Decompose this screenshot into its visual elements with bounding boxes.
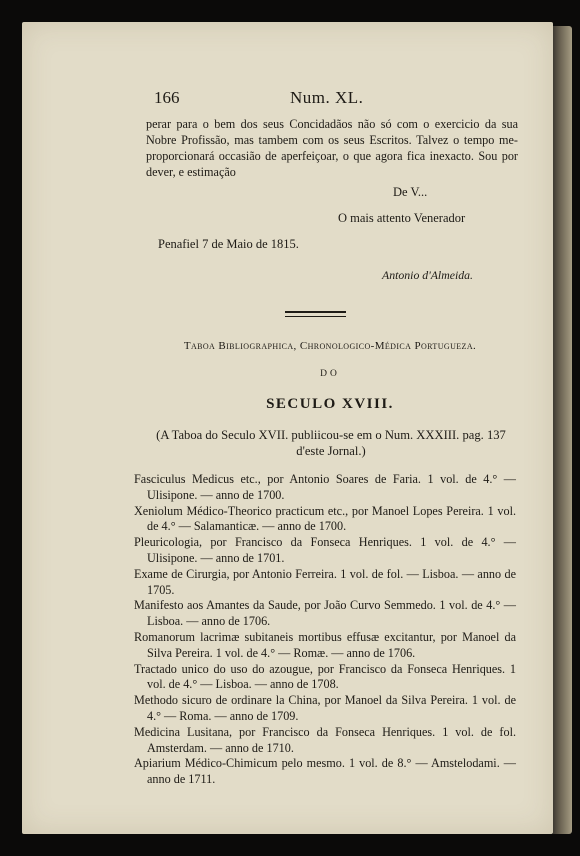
bibliography-entry: Tractado unico do uso do azougue, por Francisco da Fonseca Henriques. 1 vol. de 4.° — Lisboa. — anno de 1708. xyxy=(134,661,516,692)
letter-signature: Antonio d'Almeida. xyxy=(382,268,473,282)
bibliography-entry: Pleuricologia, por Francisco da Fonseca Henriques. 1 vol. de 4.° — Ulisipone. — anno de 1701. xyxy=(134,535,516,565)
section-divider xyxy=(285,311,346,313)
bibliography-connector: DO xyxy=(320,369,340,379)
bibliography-note: (A Taboa do Seculo XVII. publiicou-se em o Num. XXXIII. pag. 137 d'este Jornal.) xyxy=(156,428,506,458)
bibliography-entry: Methodo sicuro de ordinare la China, por Manoel da Silva Pereira. 1 vol. de 4.° — Roma. — anno de 1709. xyxy=(134,693,516,723)
bibliography-entry: Medicina Lusitana, por Francisco da Fonseca Henriques. 1 vol. de fol. Amsterdam. — anno de 1710. xyxy=(134,724,516,755)
book-page-edge xyxy=(553,26,572,834)
bibliography-list xyxy=(134,472,516,788)
letter-dateline: Penafiel 7 de Maio de 1815. xyxy=(158,237,299,251)
running-head: Num. XL. xyxy=(290,88,364,107)
century-heading: SECULO XVIII. xyxy=(266,396,394,412)
page-header xyxy=(154,88,514,110)
bibliography-title: Taboa Bibliographica, Chronologico-Médica Portugueza. xyxy=(183,340,477,352)
letter-salutation: De V... xyxy=(393,185,428,199)
bibliography-entry: Apiarium Médico-Chimicum pelo mesmo. 1 vol. de 8.° — Amstelodami. — anno de 1711. xyxy=(134,756,516,787)
bibliography-entry: Fasciculus Medicus etc., por Antonio Soares de Faria. 1 vol. de 4.° — Ulisipone. — anno de 1700. xyxy=(134,472,516,502)
page-number: 166 xyxy=(154,88,180,107)
section-divider-thin xyxy=(285,316,346,317)
letter-paragraph: perar para o bem dos seus Concidadãos não só com o exercicio da sua Nobre Profissão, mas tambem com os seus Escritos. Talvez o tempo me-proporcionará occasião de aperfeiçoar, o que agora fica inexacto. Sou por dever, e estimação xyxy=(146,117,518,179)
bibliography-entry: Romanorum lacrimæ subitaneis mortibus effusæ excitantur, por Manoel da Silva Pereira. 1 vol. de 4.° — Romæ. — anno de 1706. xyxy=(134,629,516,660)
bibliography-entry: Exame de Cirurgia, por Antonio Ferreira. 1 vol. de fol. — Lisboa. — anno de 1705. xyxy=(134,566,516,597)
letter-closing: O mais attento Venerador xyxy=(338,211,466,225)
bibliography-entry: Manifesto aos Amantes da Saude, por João Curvo Semmedo. 1 vol. de 4.° — Lisboa. — anno de 1706. xyxy=(134,598,516,629)
bibliography-entry: Xeniolum Médico-Theorico practicum etc., por Manoel Lopes Pereira. 1 vol. de 4.° — Salamanticæ. — anno de 1700. xyxy=(134,503,516,534)
